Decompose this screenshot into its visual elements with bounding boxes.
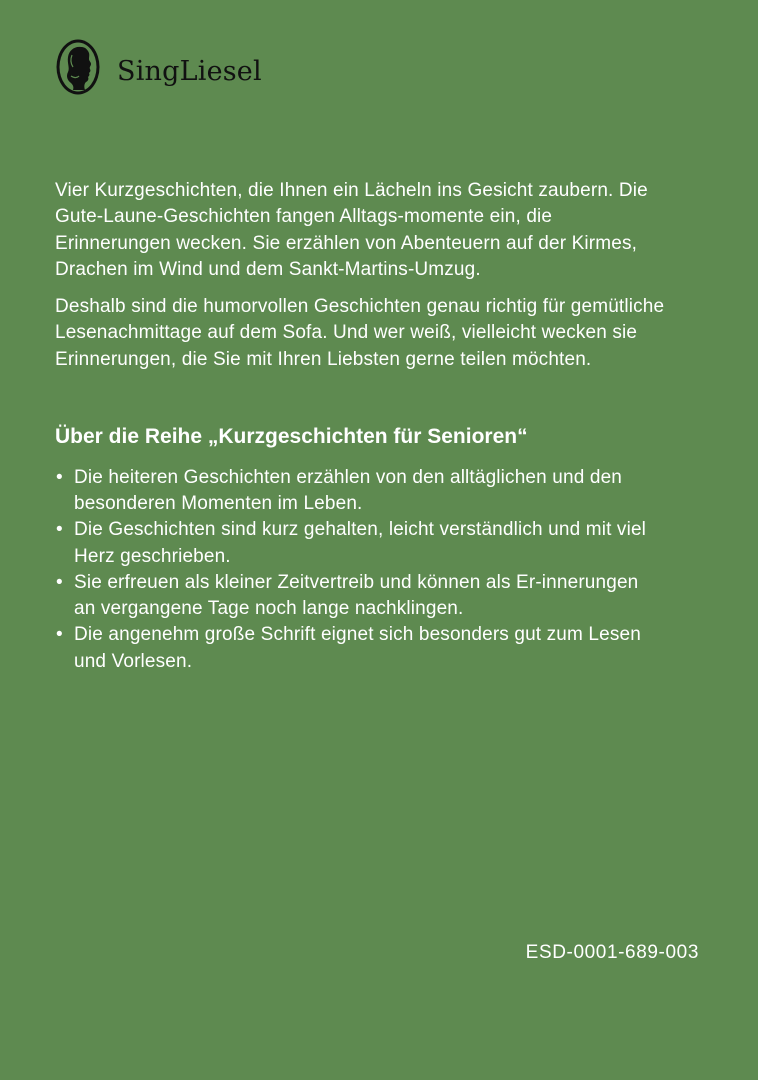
silhouette-cameo-icon bbox=[55, 38, 101, 96]
intro-paragraph-1: Vier Kurzgeschichten, die Ihnen ein Lächeln ins Gesicht zaubern. Die Gute-Laune-Geschichten fangen Alltags-momente ein, die Erinnerungen wecken. Sie erzählen von Abenteuern auf der Kirmes, Drachen im Wind und dem Sankt-Martins-Umzug. bbox=[55, 180, 648, 280]
list-item: • Die angenehm große Schrift eignet sich besonders gut zum Lesen und Vorlesen. bbox=[55, 622, 665, 674]
brand-name: SingLiesel bbox=[117, 55, 262, 87]
list-item: • Sie erfreuen als kleiner Zeitvertreib und können als Er-innerungen an vergangene Tage noch lange nachklingen. bbox=[55, 570, 665, 622]
intro-paragraph-2: Deshalb sind die humorvollen Geschichten genau richtig für gemütliche Lesenachmittage auf dem Sofa. Und wer weiß, vielleicht wecken sie Erinnerungen, die Sie mit Ihren Liebsten gerne teilen möchten. bbox=[55, 296, 665, 370]
brand-logo bbox=[55, 38, 262, 96]
product-code: ESD-0001-689-003 bbox=[525, 942, 699, 963]
back-cover-text bbox=[55, 178, 665, 675]
list-item: • Die Geschichten sind kurz gehalten, leicht verständlich und mit viel Herz geschrieben. bbox=[55, 517, 665, 569]
list-item: • Die heiteren Geschichten erzählen von den alltäglichen und den besonderen Momenten im Leben. bbox=[55, 465, 665, 517]
series-heading: Über die Reihe „Kurzgeschichten für Senioren“ bbox=[55, 425, 528, 449]
series-bullet-list bbox=[55, 465, 665, 675]
